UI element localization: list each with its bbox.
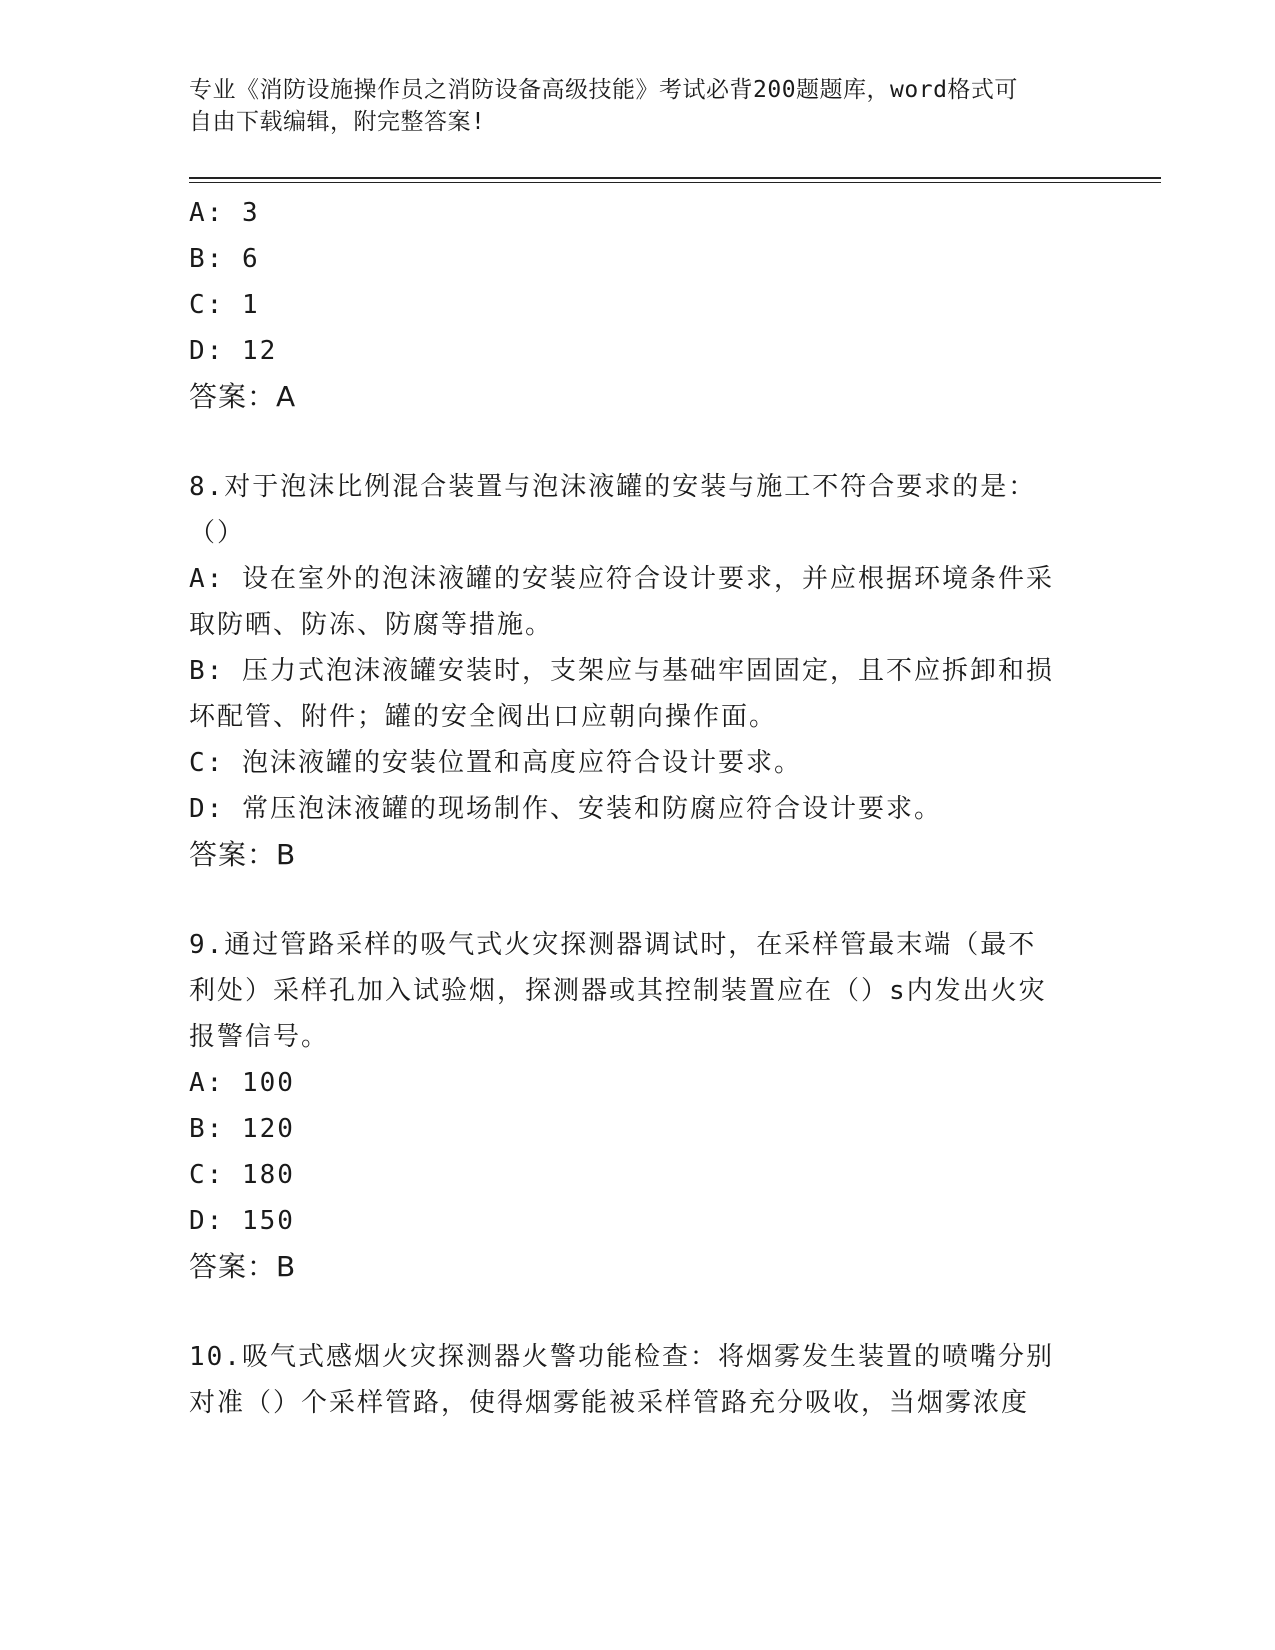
- option-a: A: 100: [189, 1068, 295, 1098]
- option-c: C: 泡沫液罐的安装位置和高度应符合设计要求。: [189, 748, 802, 778]
- option-d: D: 12: [189, 336, 278, 366]
- option-c: C: 1: [189, 290, 260, 320]
- answer-line: 答案：A: [189, 380, 297, 413]
- document-header: [189, 74, 1089, 138]
- option-d: D: 常压泡沫液罐的现场制作、安装和防腐应符合设计要求。: [189, 794, 942, 824]
- question-8: [189, 464, 1089, 878]
- answer-line: 答案：B: [189, 1250, 297, 1283]
- question-stem: 利处）采样孔加入试验烟，探测器或其控制装置应在（）s内发出火灾: [189, 976, 1047, 1006]
- option-a: A: 3: [189, 198, 260, 228]
- question-stem: 10.吸气式感烟火灾探测器火警功能检查：将烟雾发生装置的喷嘴分别: [189, 1342, 1054, 1372]
- question-9: [189, 922, 1089, 1290]
- question-stem: 对准（）个采样管路，使得烟雾能被采样管路充分吸收，当烟雾浓度: [189, 1388, 1030, 1418]
- question-stem: 9.通过管路采样的吸气式火灾探测器调试时，在采样管最末端（最不: [189, 930, 1037, 960]
- question-10: [189, 1334, 1089, 1426]
- option-b-continued: 坏配管、附件；罐的安全阀出口应朝向操作面。: [189, 702, 778, 732]
- option-b: B: 6: [189, 244, 260, 274]
- header-title-line-2: 自由下载编辑，附完整答案!: [189, 109, 486, 135]
- question-stem: 报警信号。: [189, 1022, 330, 1052]
- option-b: B: 压力式泡沫液罐安装时，支架应与基础牢固固定，且不应拆卸和损: [189, 656, 1054, 686]
- question-7-tail: [189, 190, 1089, 420]
- option-a: A: 设在室外的泡沫液罐的安装应符合设计要求，并应根据环境条件采: [189, 564, 1054, 594]
- header-divider-thin: [189, 182, 1161, 183]
- header-divider: [189, 177, 1161, 179]
- option-b: B: 120: [189, 1114, 295, 1144]
- answer-line: 答案：B: [189, 838, 297, 871]
- option-a-continued: 取防晒、防冻、防腐等措施。: [189, 610, 554, 640]
- question-list: [189, 190, 1089, 1426]
- header-title-line-1: 专业《消防设施操作员之消防设备高级技能》考试必背200题题库，word格式可: [189, 77, 1018, 103]
- option-c: C: 180: [189, 1160, 295, 1190]
- option-d: D: 150: [189, 1206, 295, 1236]
- question-stem: 8.对于泡沫比例混合装置与泡沫液罐的安装与施工不符合要求的是：: [189, 472, 1037, 502]
- question-stem: （）: [189, 518, 246, 548]
